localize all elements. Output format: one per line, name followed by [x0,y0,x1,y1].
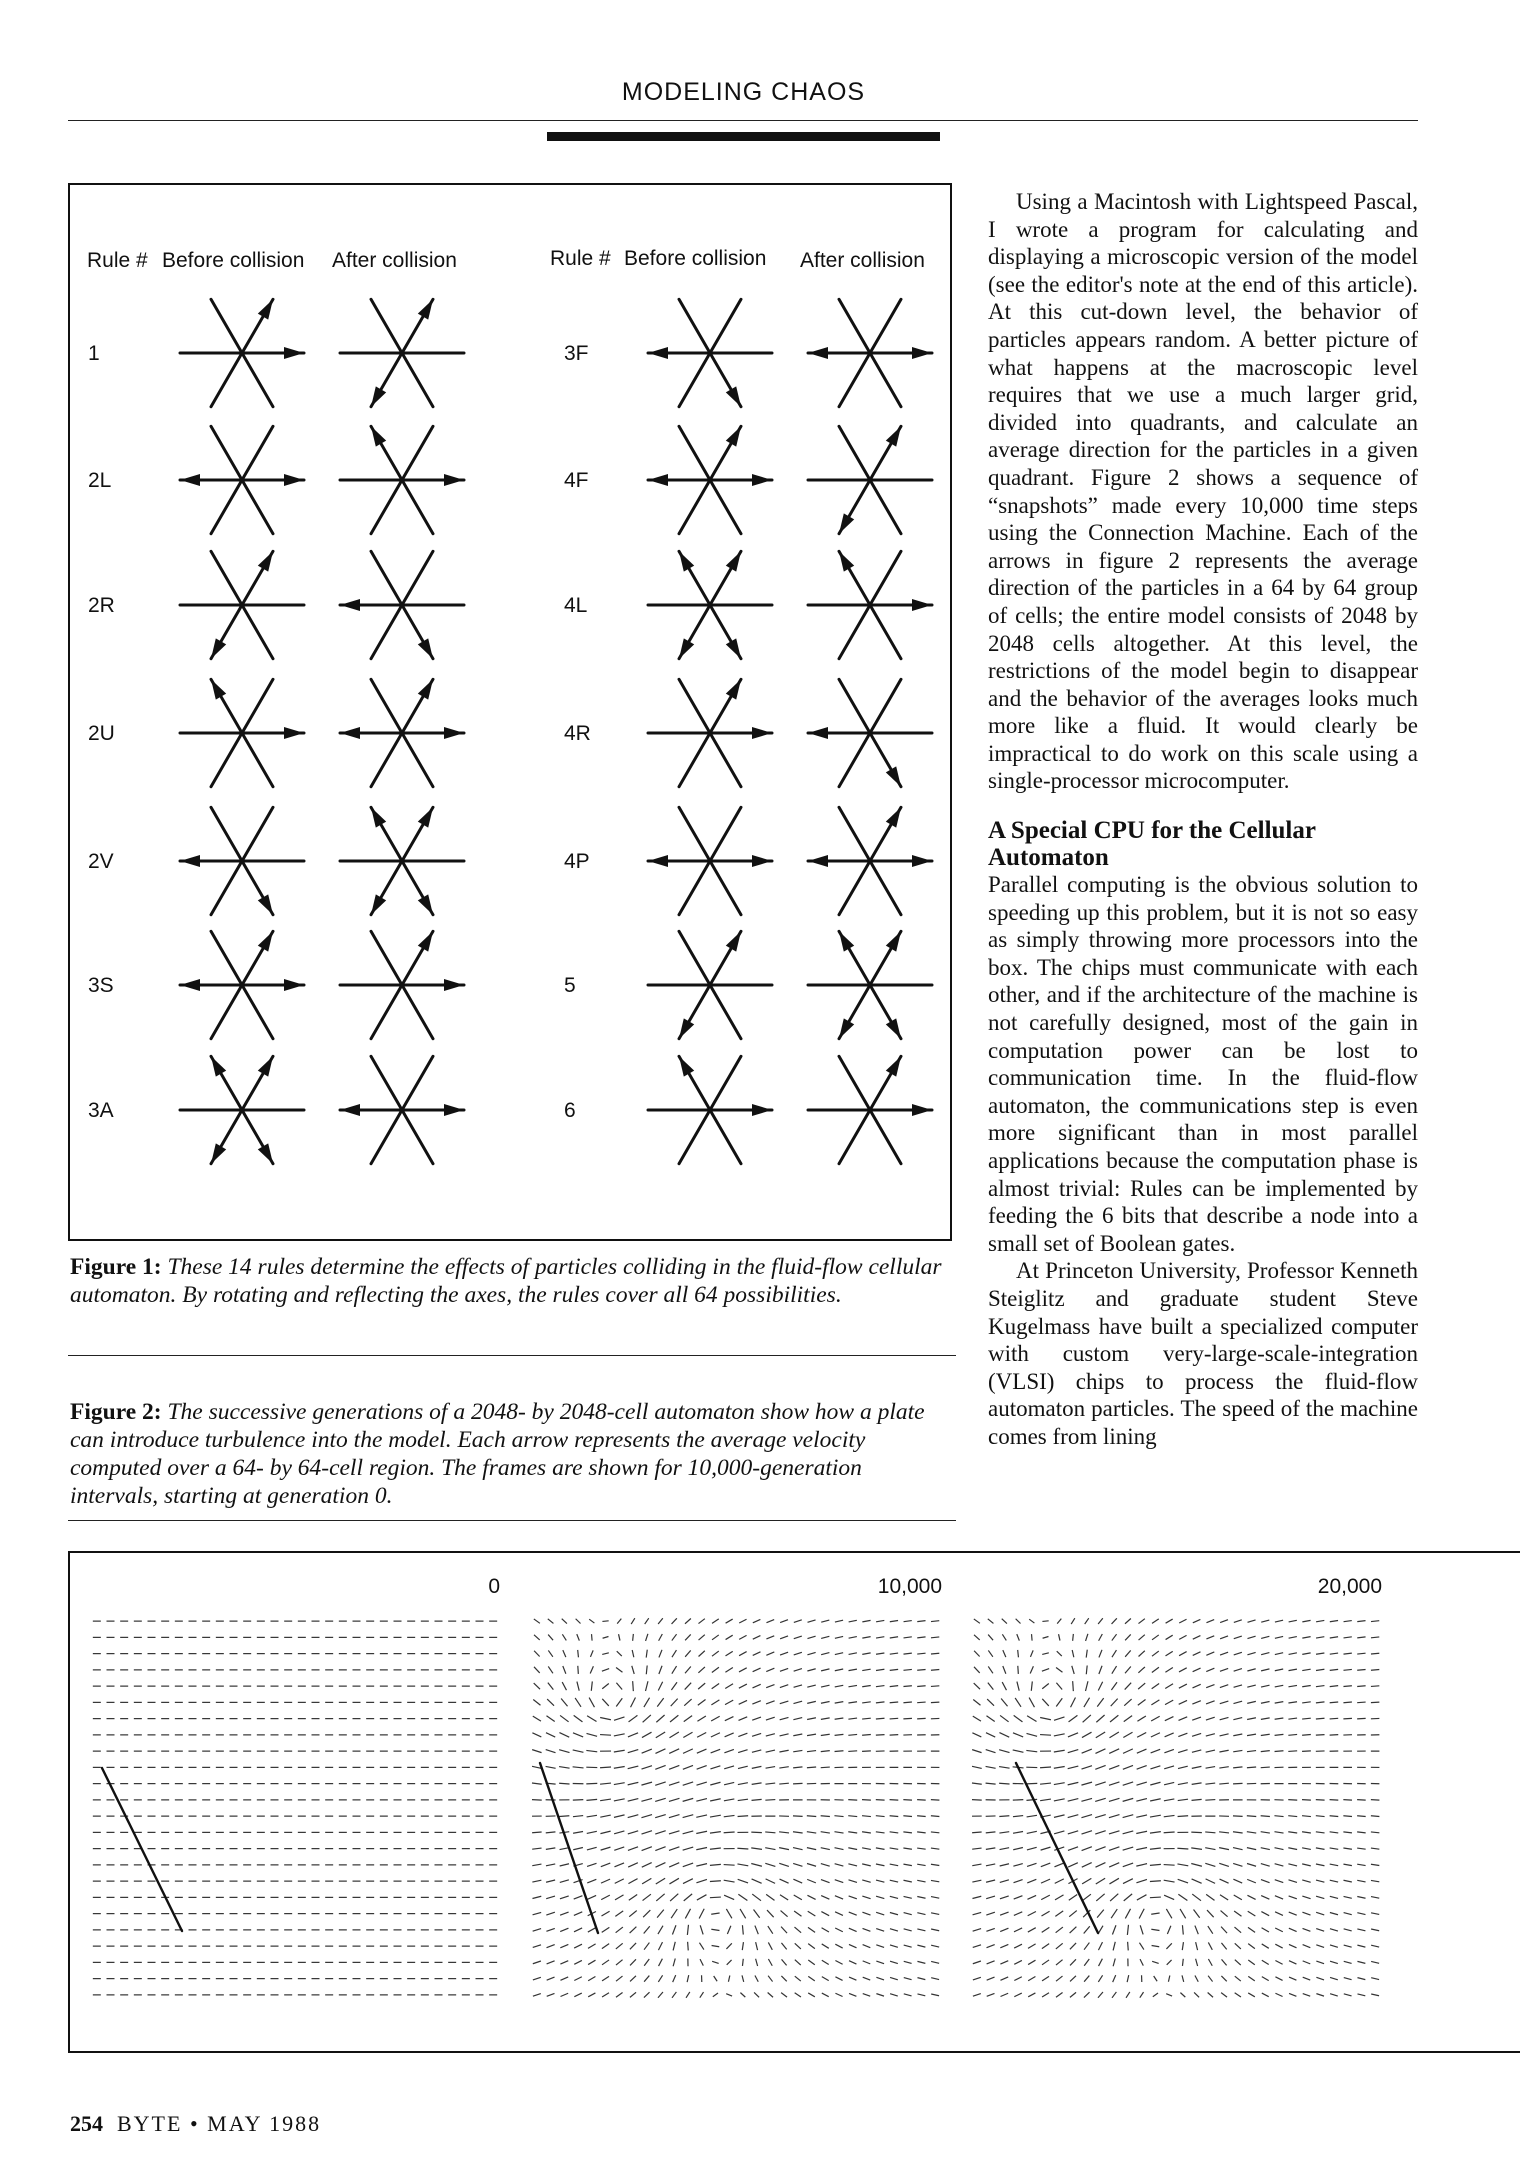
collision-glyph [340,551,464,658]
collision-glyph [340,931,464,1038]
rule-label: 2R [88,594,115,617]
rule-label: 6 [564,1099,576,1122]
footer-text: BYTE • MAY 1988 [117,2111,322,2136]
collision-glyph [808,807,932,914]
figure-1-label: Figure 1: [70,1254,162,1280]
collision-glyph [180,931,304,1038]
velocity-field [972,1618,1379,1998]
figure-1-diagram [70,185,950,1239]
rule-label: 4R [564,722,591,745]
header-before-left: Before collision [162,249,305,272]
section-heading: A Special CPU for the Cellular Automaton [988,817,1316,872]
body-paragraph: At Princeton University, Professor Kenneth Steiglitz and graduate student Steve Kugelmass have built a specialized computer with custom very-large-scale-integration (VLSI) chips to process the fluid-flow automaton particles. The speed of the machine comes from lining [988,1258,1418,1449]
page-number: 254 [70,2111,103,2136]
collision-glyph [180,299,304,406]
collision-glyph [648,931,772,1038]
collision-glyph [340,1056,464,1163]
collision-glyph [340,426,464,533]
velocity-field [532,1618,939,1998]
collision-glyph [808,299,932,406]
header-rule-left: Rule # [87,249,148,272]
collision-glyph [180,807,304,914]
collision-glyph [808,1056,932,1163]
running-head: MODELING CHAOS [621,78,866,106]
frame-label: 10,000 [877,1575,942,1598]
body-paragraph: Parallel computing is the obvious solution to speeding up this problem, but it is not so easy as simply throwing more processors into the box. The chips must communicate with each other, and if the architecture of the machine is not carefully designed, most of the gain in computation power can be lost to communication time. In the fluid-flow automaton, the communications step is even more significant than in most parallel applications because the computation phase is almost trivial: Rules can be implemented by feeding the 6 bits that describe a node into a small set of Boolean gates. [988,872,1418,1256]
body-paragraph: Using a Macintosh with Lightspeed Pascal, I wrote a program for calculating and displaying a microscopic version of the model (see the editor's note at the end of this article). At this cut-down level, the behavior of particles appears random. A better picture of what happens at the macroscopic level requires that we use a much larger grid, divided into quadrants, and calculate an average direction for the particles in a given quadrant. Figure 2 shows a sequence of “snapshots” made every 10,000 time steps using the Connection Machine. Each of the arrows in figure 2 represents the average direction of the particles in a 64 by 64 group of cells; the entire model consists of 2048 by 2048 cells altogether. At this level, the restrictions of the model begin to disappear and the behavior of the averages looks much more like a fluid. It would clearly be impractical to do work on this scale using a single-processor microcomputer. [988,189,1418,794]
figure-2-caption [70,1398,950,1510]
frame-label: 0 [488,1575,500,1598]
rule-label: 1 [88,342,100,365]
header-after-right: After collision [800,249,925,272]
rule-label: 2V [88,850,114,873]
rule-label: 4F [564,469,589,492]
header-rule [68,120,1418,121]
header-after-left: After collision [332,249,457,272]
header-bar [547,132,940,141]
collision-glyph [648,807,772,914]
collision-glyph [340,299,464,406]
frame-label: 20,000 [1317,1575,1382,1598]
rule-label: 3A [88,1099,114,1122]
figure-2-label: Figure 2: [70,1399,162,1425]
collision-glyph [808,426,932,533]
rule-label: 3S [88,974,114,997]
collision-glyph [808,679,932,786]
rule-label: 4P [564,850,590,873]
collision-glyph [340,679,464,786]
rule-label: 2U [88,722,115,745]
collision-glyph [180,1056,304,1163]
collision-glyph [808,551,932,658]
collision-glyph [648,551,772,658]
collision-glyph [340,807,464,914]
collision-glyph [180,551,304,658]
caption-divider [68,1520,956,1521]
figure-1-caption-text: These 14 rules determine the effects of particles colliding in the fluid-flow cellular automaton. By rotating and reflecting the axes, the rules cover all 64 possibilities. [70,1254,942,1308]
collision-glyph [180,679,304,786]
header-before-right: Before collision [624,247,767,270]
plate [1016,1763,1098,1933]
figure-2-diagram [70,1553,1518,2051]
page-footer [70,2111,321,2137]
figure-2-caption-text: The successive generations of a 2048- by 2048-cell automaton show how a plate can introduce turbulence into the model. Each arrow represents the average velocity computed over a 64- by 64-cell region. The frames are shown for 10,000-generation intervals, starting at generation 0. [70,1399,925,1509]
rule-label: 2L [88,469,112,492]
collision-glyph [648,1056,772,1163]
figure-1-caption [70,1253,950,1309]
rule-label: 3F [564,342,589,365]
header-rule-right: Rule # [550,247,611,270]
collision-glyph [648,299,772,406]
caption-divider [68,1355,956,1356]
collision-glyph [648,679,772,786]
body-text-column [988,188,1418,1451]
collision-glyph [180,426,304,533]
collision-glyph [648,426,772,533]
velocity-field [93,1621,497,1995]
collision-glyph [808,931,932,1038]
plate [540,1763,598,1933]
plate [102,1768,182,1931]
rule-label: 4L [564,594,588,617]
rule-label: 5 [564,974,576,997]
